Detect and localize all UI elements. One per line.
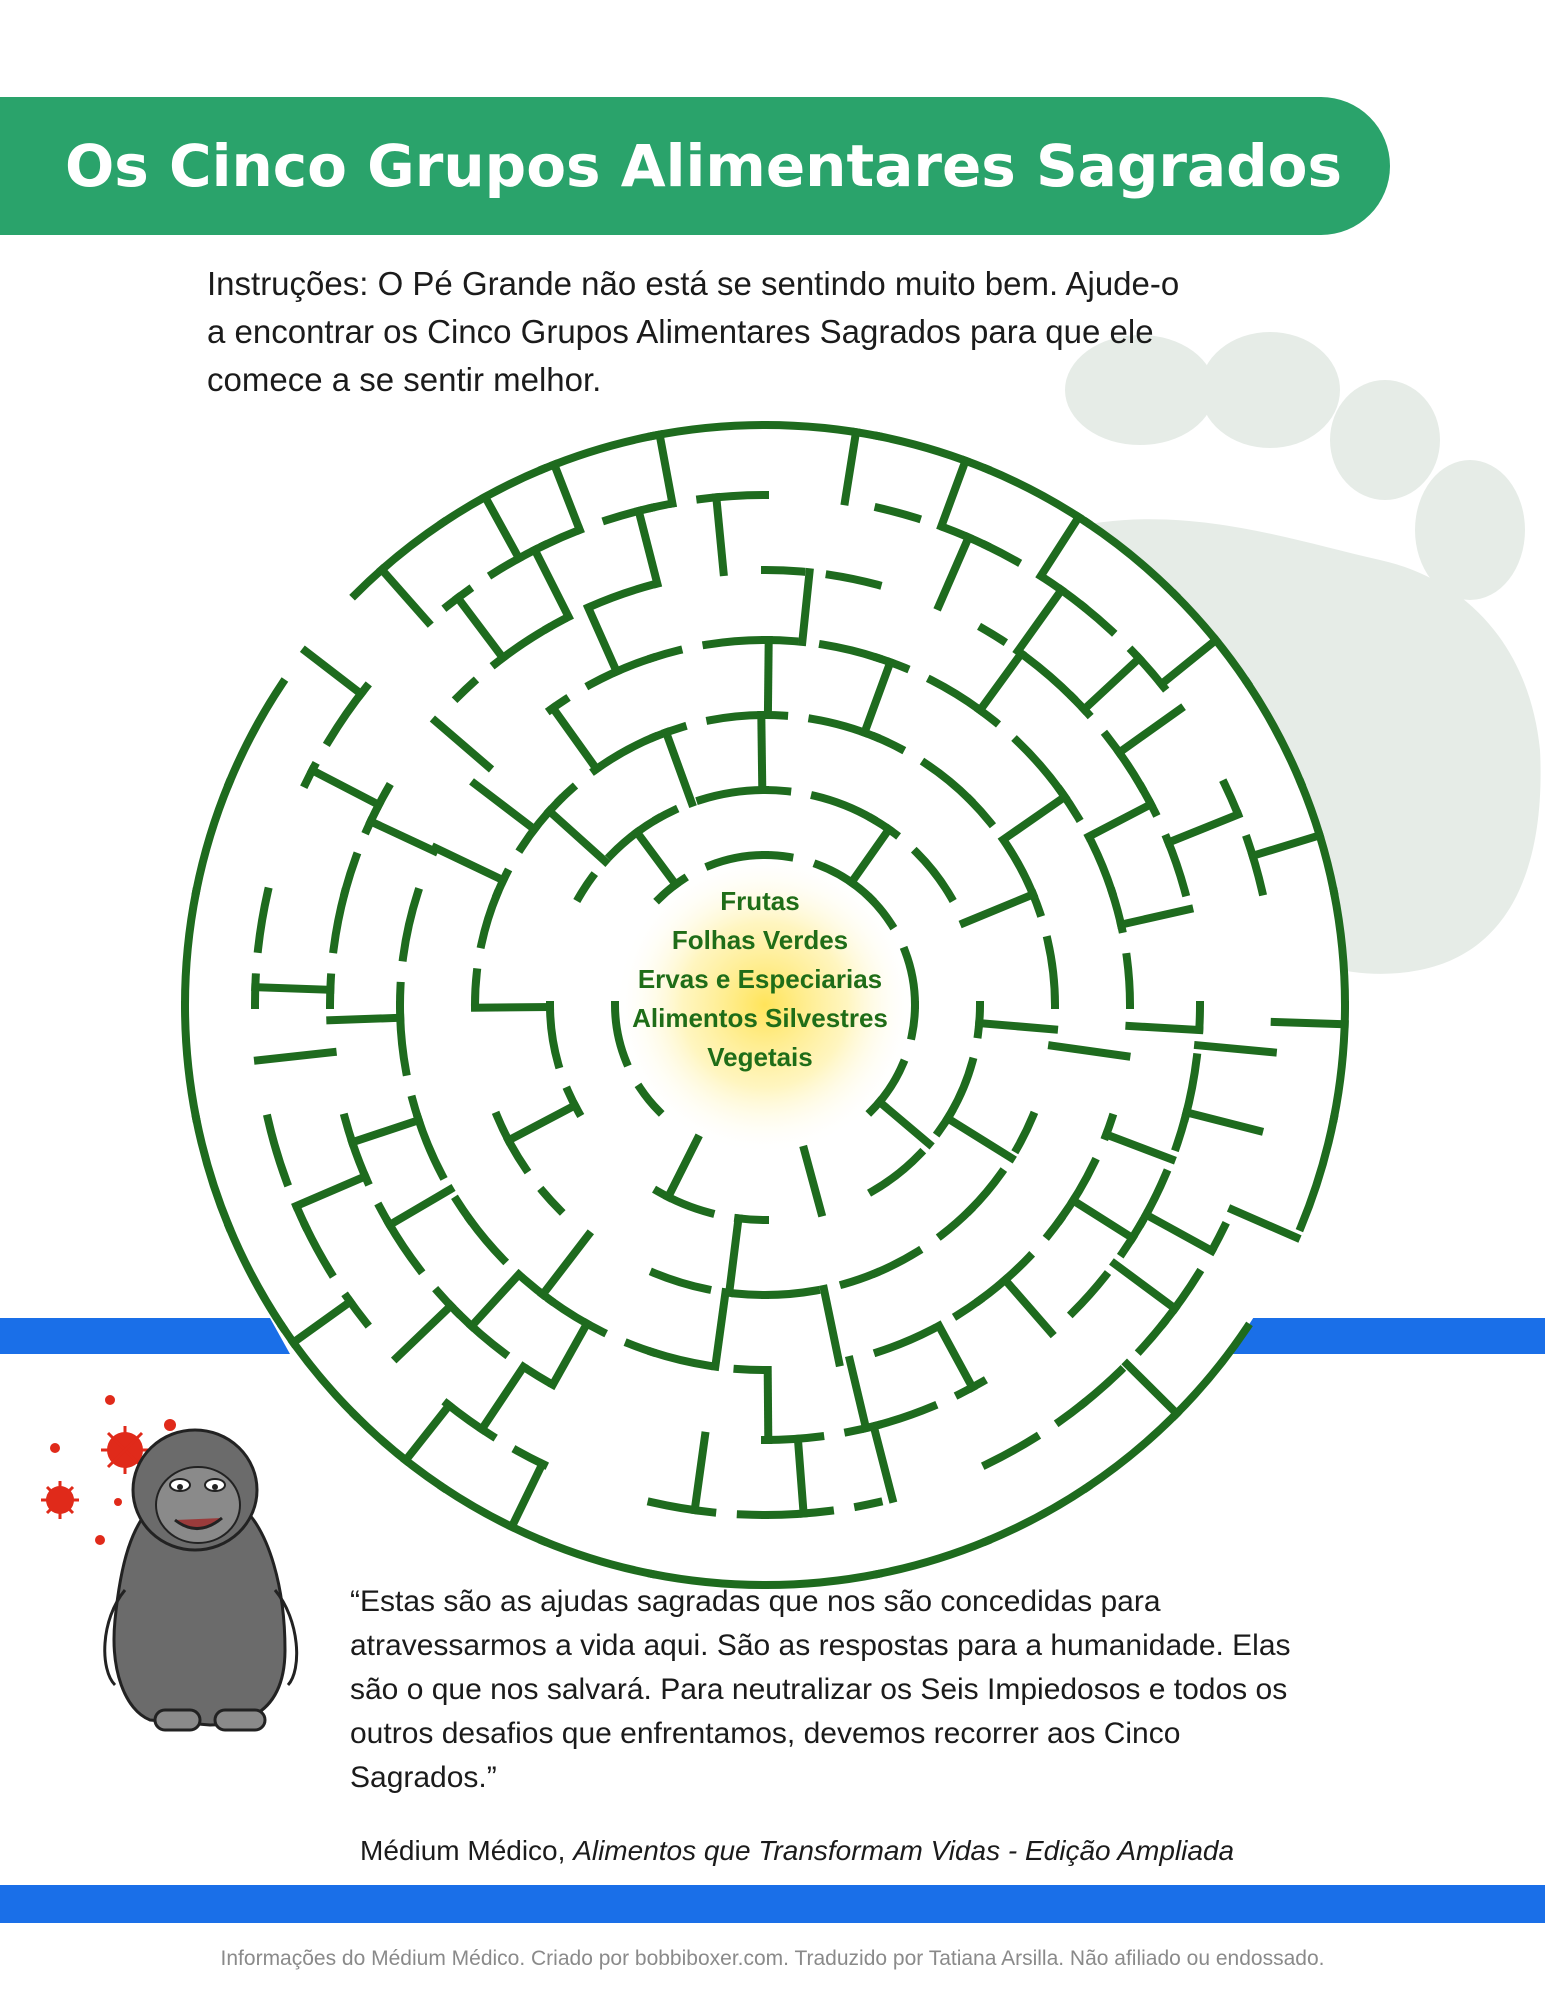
quote-line: atravessarmos a vida aqui. São as respostas para a humanidade. Elas <box>350 1629 1291 1662</box>
maze-wall-arc <box>765 1437 820 1441</box>
food-group-item: Ervas e Especiarias <box>637 964 883 994</box>
maze-wall-arc <box>741 1514 765 1515</box>
bigfoot-body <box>105 1430 297 1730</box>
maze-wall-arc <box>765 640 795 641</box>
maze-wall-arc <box>765 1511 830 1515</box>
quote-line: são o que nos salvará. Para neutralizar os Seis Impiedosos e todos os <box>350 1673 1288 1706</box>
food-group-item: Alimentos Silvestres <box>632 1003 888 1033</box>
food-group-item: Vegetais <box>707 1042 813 1072</box>
maze-wall-radial <box>768 1370 769 1440</box>
maze-wall-arc <box>765 855 789 857</box>
blue-band-bottom <box>0 1885 1545 1923</box>
food-groups-list <box>560 882 960 1077</box>
maze-wall-arc <box>700 495 765 499</box>
maze-wall-arc <box>765 1291 816 1296</box>
maze-wall-radial <box>330 1018 400 1020</box>
instructions <box>207 260 1357 404</box>
quote-line: Sagrados.” <box>350 1761 497 1794</box>
maze-wall-arc <box>765 790 787 791</box>
food-group-item: Folhas Verdes <box>671 925 849 955</box>
quote <box>350 1580 1400 1800</box>
maze-wall-arc <box>1199 1005 1200 1029</box>
maze-wall-arc <box>475 972 477 1005</box>
maze-wall-arc <box>707 640 766 645</box>
maze-wall-radial <box>475 1007 550 1008</box>
page-title: Os Cinco Grupos Alimentares Sagrados <box>65 132 1343 200</box>
food-group-item: Frutas <box>720 886 800 916</box>
quote-line: outros desafios que enfrentamos, devemos recorrer aos Cinco <box>350 1717 1181 1750</box>
maze-wall-radial <box>768 640 769 715</box>
maze-wall-arc <box>858 1502 878 1506</box>
maze-wall-radial <box>255 987 330 990</box>
maze-wall-arc <box>735 1294 765 1296</box>
instructions-line: Instruções: O Pé Grande não está se sentindo muito bem. Ajude-o <box>207 265 1180 302</box>
maze-wall-radial <box>761 715 762 790</box>
quote-line: “Estas são as ajudas sagradas que nos são concedidas para <box>350 1585 1161 1618</box>
citation-author: Médium Médico, <box>360 1835 566 1866</box>
maze-wall-radial <box>798 1439 804 1514</box>
instructions-line: a encontrar os Cinco Grupos Alimentares Sagrados para que ele <box>207 313 1154 350</box>
maze-wall-arc <box>255 977 256 1005</box>
maze-wall-arc <box>413 1100 418 1118</box>
citation-book: Alimentos que Transformam Vidas - Edição Ampliada <box>573 1835 1235 1866</box>
instructions-line: comece a se sentir melhor. <box>207 361 602 398</box>
citation <box>360 1833 1410 1869</box>
maze-wall-radial <box>1275 1022 1345 1024</box>
maze-wall-radial <box>1129 1026 1199 1030</box>
bigfoot-icon <box>30 1380 350 1760</box>
maze-wall-arc <box>400 986 401 1005</box>
footer-credits: Informações do Médium Médico. Criado por bobbiboxer.com. Traduzido por Tatiana Arsilla. Não afiliado ou endossado. <box>220 1947 1325 1970</box>
maze-wall-arc <box>738 1369 766 1370</box>
maze-wall-arc <box>1127 957 1130 1005</box>
maze-wall-arc <box>765 570 801 572</box>
title-bar <box>0 97 1390 235</box>
